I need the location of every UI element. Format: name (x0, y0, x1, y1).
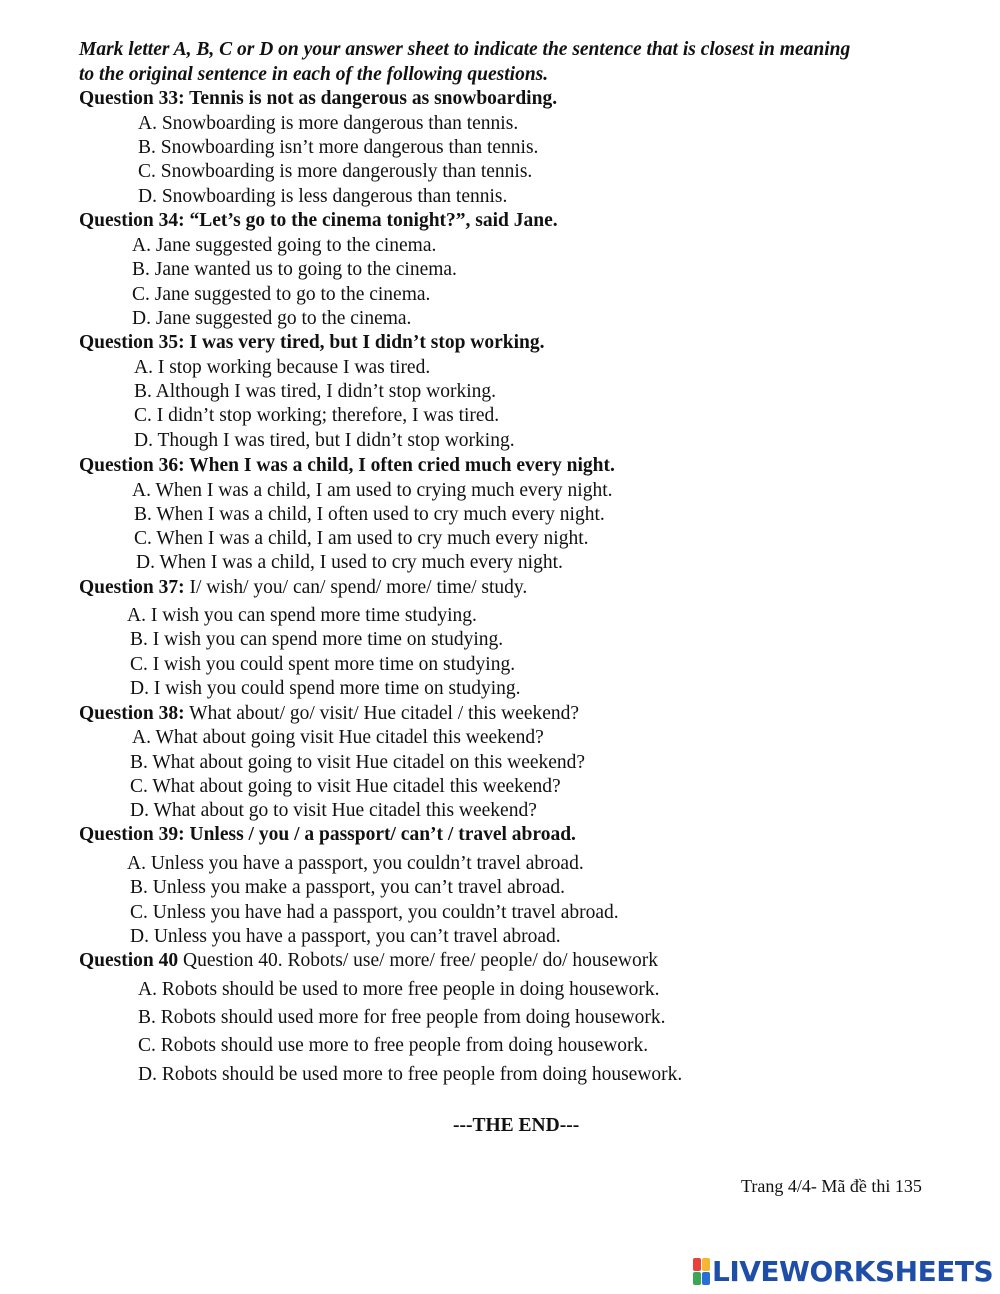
liveworksheets-logo[interactable] (693, 1254, 993, 1288)
logo-square-blue (702, 1272, 710, 1285)
question-36-option-a: A. When I was a child, I am used to crying much every night. (132, 480, 613, 501)
question-39-option-b: B. Unless you make a passport, you can’t travel abroad. (130, 877, 566, 898)
question-40-option-c: C. Robots should use more to free people from doing housework. (138, 1035, 649, 1056)
question-37-option-b: B. I wish you can spend more time on studying. (130, 629, 504, 650)
question-34-option-b: B. Jane wanted us to going to the cinema. (132, 259, 457, 280)
instructions-line-1: Mark letter A, B, C or D on your answer sheet to indicate the sentence that is closest in meaning (79, 39, 851, 60)
question-37-option-d: D. I wish you could spend more time on studying. (130, 678, 521, 699)
question-38-prompt (79, 702, 579, 726)
question-37-prompt (79, 576, 527, 600)
question-36-option-d: D. When I was a child, I used to cry much every night. (136, 552, 563, 573)
question-38-option-c: C. What about going to visit Hue citadel this weekend? (130, 776, 561, 797)
question-40-option-d: D. Robots should be used more to free people from doing housework. (138, 1064, 683, 1085)
question-40-option-b: B. Robots should used more for free people from doing housework. (138, 1007, 666, 1028)
question-36-option-b: B. When I was a child, I often used to cry much every night. (134, 504, 605, 525)
question-38-label: Question 38: (79, 703, 185, 724)
question-35-option-a: A. I stop working because I was tired. (134, 357, 431, 378)
question-37-label: Question 37: (79, 577, 185, 598)
question-38-option-b: B. What about going to visit Hue citadel on this weekend? (130, 752, 586, 773)
logo-square-yellow (702, 1258, 710, 1271)
question-36-prompt: Question 36: When I was a child, I often cried much every night. (79, 455, 615, 476)
question-38-option-a: A. What about going visit Hue citadel this weekend? (132, 727, 544, 748)
question-36-option-c: C. When I was a child, I am used to cry much every night. (134, 528, 589, 549)
instructions-line-2: to the original sentence in each of the following questions. (79, 64, 549, 85)
question-35-option-b: B. Although I was tired, I didn’t stop working. (134, 381, 496, 402)
question-39-option-c: C. Unless you have had a passport, you couldn’t travel abroad. (130, 902, 619, 923)
liveworksheets-logo-text: LIVEWORKSHEETS (712, 1254, 994, 1288)
question-33-option-d: D. Snowboarding is less dangerous than tennis. (138, 186, 508, 207)
question-38-text: What about/ go/ visit/ Hue citadel / this weekend? (184, 703, 580, 724)
question-34-option-a: A. Jane suggested going to the cinema. (132, 235, 437, 256)
logo-square-red (693, 1258, 701, 1271)
page-footer: Trang 4/4- Mã đề thi 135 (741, 1176, 922, 1196)
question-33-option-a: A. Snowboarding is more dangerous than tennis. (138, 113, 519, 134)
question-33-option-b: B. Snowboarding isn’t more dangerous than tennis. (138, 137, 539, 158)
question-37-option-c: C. I wish you could spent more time on studying. (130, 654, 516, 675)
question-34-option-c: C. Jane suggested to go to the cinema. (132, 284, 431, 305)
question-40-prompt (79, 949, 658, 973)
question-39-prompt: Question 39: Unless / you / a passport/ can’t / travel abroad. (79, 824, 576, 845)
question-39-option-a: A. Unless you have a passport, you couldn’t travel abroad. (127, 853, 584, 874)
logo-square-green (693, 1272, 701, 1285)
question-40-option-a: A. Robots should be used to more free people in doing housework. (138, 979, 660, 1000)
question-33-prompt: Question 33: Tennis is not as dangerous as snowboarding. (79, 88, 558, 109)
liveworksheets-logo-icon (693, 1258, 709, 1284)
question-37-option-a: A. I wish you can spend more time studying. (127, 605, 477, 626)
end-marker: ---THE END--- (453, 1115, 580, 1136)
question-40-text: Question 40. Robots/ use/ more/ free/ people/ do/ housework (178, 950, 658, 971)
question-33-option-c: C. Snowboarding is more dangerously than tennis. (138, 161, 533, 182)
question-35-option-d: D. Though I was tired, but I didn’t stop working. (134, 430, 515, 451)
question-37-text: I/ wish/ you/ can/ spend/ more/ time/ study. (184, 577, 528, 598)
question-35-prompt: Question 35: I was very tired, but I didn’t stop working. (79, 332, 545, 353)
question-34-option-d: D. Jane suggested go to the cinema. (132, 308, 412, 329)
question-38-option-d: D. What about go to visit Hue citadel this weekend? (130, 800, 537, 821)
question-35-option-c: C. I didn’t stop working; therefore, I was tired. (134, 405, 500, 426)
question-39-option-d: D. Unless you have a passport, you can’t travel abroad. (130, 926, 561, 947)
question-40-label: Question 40 (79, 950, 179, 971)
question-34-prompt: Question 34: “Let’s go to the cinema tonight?”, said Jane. (79, 210, 558, 231)
